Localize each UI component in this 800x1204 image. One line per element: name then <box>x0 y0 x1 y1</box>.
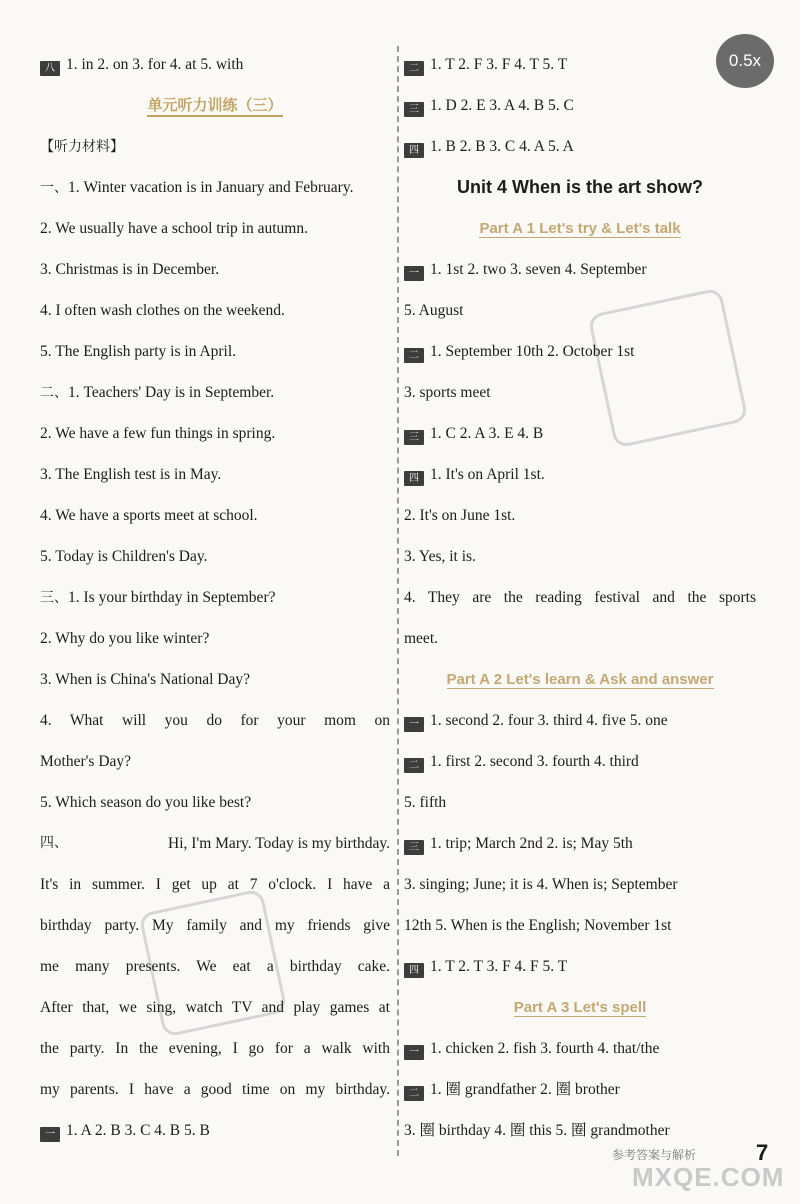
section-badge: 四 <box>404 471 424 486</box>
listening-line: 2. Why do you like winter? <box>40 630 210 647</box>
footer-label: 参考答案与解析 <box>612 1148 697 1162</box>
listening-line: 3. The English test is in May. <box>40 466 222 483</box>
section-badge: 一 <box>404 266 424 281</box>
page-number: 7 <box>756 1140 769 1165</box>
passage-line: me many presents. We eat a birthday cake. <box>40 958 390 975</box>
section-badge: 八 <box>40 61 60 76</box>
listening-line: 2. We usually have a school trip in autumn. <box>40 220 308 237</box>
unit-title: Unit 4 When is the art show? <box>456 177 703 197</box>
answer-line: 三 1. trip; March 2nd 2. is; May 5th <box>404 823 756 864</box>
section-badge: 二 <box>404 61 424 76</box>
passage-line: the party. In the evening, I go for a walk with <box>40 1040 390 1057</box>
answer-line: 三 1. D 2. E 3. A 4. B 5. C <box>404 85 756 126</box>
answer-line: 3. singing; June; it is 4. When is; September <box>404 876 678 893</box>
listening-line: 3. When is China's National Day? <box>40 671 250 688</box>
answer-line: 2. It's on June 1st. <box>404 507 516 524</box>
answer-line: 一 1. 1st 2. two 3. seven 4. September <box>404 249 756 290</box>
listening-line: 4. I often wash clothes on the weekend. <box>40 302 285 319</box>
listening-line: 三、1. Is your birthday in September? <box>40 589 276 606</box>
answer-line: 一 1. A 2. B 3. C 4. B 5. B <box>40 1110 390 1151</box>
section-badge: 二 <box>404 348 424 363</box>
answer-line: 二 1. September 10th 2. October 1st <box>404 331 756 372</box>
answer-line: 四 1. B 2. B 3. C 4. A 5. A <box>404 126 756 167</box>
answer-line: 二 1. T 2. F 3. F 4. T 5. T <box>404 44 756 85</box>
answer-line: 3. 圈 birthday 4. 圈 this 5. 圈 grandmother <box>404 1122 670 1139</box>
section-badge: 三 <box>404 840 424 855</box>
section-badge: 二 <box>404 1086 424 1101</box>
answer-line: 12th 5. When is the English; November 1st <box>404 917 672 934</box>
answer-line: meet. <box>404 630 438 647</box>
passage-line: 四、 Hi, I'm Mary. Today is my birthday. <box>40 835 390 852</box>
listening-line: 4. We have a sports meet at school. <box>40 507 258 524</box>
part-title: Part A 2 Let's learn & Ask and answer <box>446 671 714 688</box>
answer-line: 二 1. 圈 grandfather 2. 圈 brother <box>404 1069 756 1110</box>
answer-line: 一 1. chicken 2. fish 3. fourth 4. that/the <box>404 1028 756 1069</box>
answer-line: 5. August <box>404 302 464 319</box>
passage-line: birthday party. My family and my friends give <box>40 917 390 934</box>
answer-line: 5. fifth <box>404 794 447 811</box>
listening-line: 4. What will you do for your mom on <box>40 712 390 729</box>
section-badge: 三 <box>404 102 424 117</box>
section-badge: 一 <box>404 717 424 732</box>
section-badge: 四 <box>404 143 424 158</box>
materials-label: 【听力材料】 <box>40 139 124 155</box>
listening-line: 2. We have a few fun things in spring. <box>40 425 276 442</box>
answer-line: 四 1. T 2. T 3. F 4. F 5. T <box>404 946 756 987</box>
watermark-site: MXQE.COM <box>632 1162 785 1192</box>
passage-line: It's in summer. I get up at 7 o'clock. I have a <box>40 876 390 893</box>
listening-line: 5. Which season do you like best? <box>40 794 252 811</box>
passage-line: my parents. I have a good time on my birthday. <box>40 1081 390 1098</box>
answer-line: 八 1. in 2. on 3. for 4. at 5. with <box>40 44 390 85</box>
section-badge: 一 <box>404 1045 424 1060</box>
answer-line: 3. sports meet <box>404 384 491 401</box>
answer-line: 四 1. It's on April 1st. <box>404 454 756 495</box>
zoom-level-badge[interactable]: 0.5x <box>716 34 774 88</box>
answer-line: 二 1. first 2. second 3. fourth 4. third <box>404 741 756 782</box>
listening-line: 5. The English party is in April. <box>40 343 237 360</box>
part-title: Part A 3 Let's spell <box>513 999 647 1016</box>
answer-line: 3. Yes, it is. <box>404 548 476 565</box>
left-column <box>40 44 390 1151</box>
section-badge: 三 <box>404 430 424 445</box>
listening-line: 5. Today is Children's Day. <box>40 548 208 565</box>
listening-line: Mother's Day? <box>40 753 132 770</box>
listening-line: 二、1. Teachers' Day is in September. <box>40 384 275 401</box>
section-title: 单元听力训练（三） <box>40 85 390 126</box>
section-badge: 四 <box>404 963 424 978</box>
section-badge: 二 <box>404 758 424 773</box>
section-badge: 一 <box>40 1127 60 1142</box>
listening-line: 3. Christmas is in December. <box>40 261 220 278</box>
answer-line: 一 1. second 2. four 3. third 4. five 5. one <box>404 700 756 741</box>
right-column <box>404 44 756 1151</box>
part-title: Part A 1 Let's try & Let's talk <box>479 220 681 237</box>
answer-line: 三 1. C 2. A 3. E 4. B <box>404 413 756 454</box>
passage-line: After that, we sing, watch TV and play games at <box>40 999 390 1016</box>
listening-line: 一、1. Winter vacation is in January and February. <box>40 179 354 196</box>
answer-line: 4. They are the reading festival and the sports <box>404 589 756 606</box>
column-divider <box>397 46 399 1156</box>
